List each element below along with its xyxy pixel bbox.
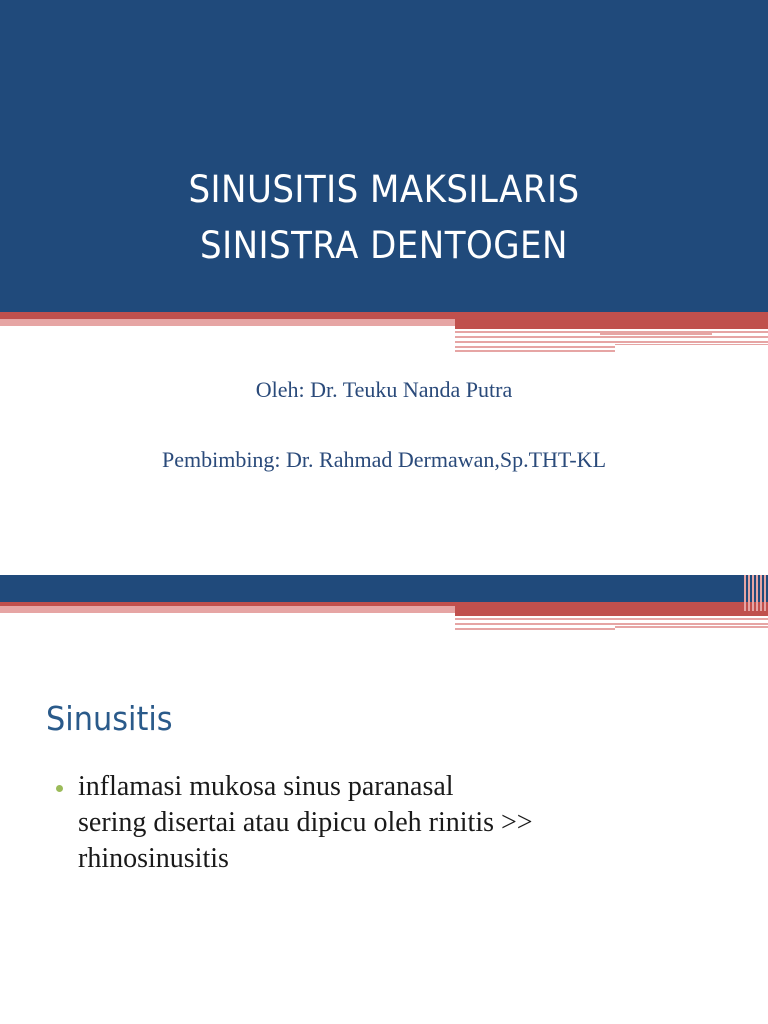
author-line: Oleh: Dr. Teuku Nanda Putra xyxy=(255,377,513,402)
slide-title xyxy=(31,162,738,274)
bullet-list xyxy=(54,769,744,877)
bullet-line: rhinosinusitis xyxy=(78,843,229,874)
title-line: SINISTRA DENTOGEN xyxy=(200,224,568,267)
title-line: SINUSITIS MAKSILARIS xyxy=(188,168,580,211)
section-heading: Sinusitis xyxy=(46,699,173,738)
bullet-dot-icon xyxy=(56,785,63,792)
bullet-line: inflamasi mukosa sinus paranasal xyxy=(78,771,454,802)
content-slide xyxy=(0,575,768,1024)
bullet-line: sering disertai atau dipicu oleh rinitis >> xyxy=(78,807,533,838)
advisor-line: Pembimbing: Dr. Rahmad Dermawan,Sp.THT-KL xyxy=(161,447,607,472)
header-band xyxy=(0,575,768,602)
list-item xyxy=(54,769,744,877)
